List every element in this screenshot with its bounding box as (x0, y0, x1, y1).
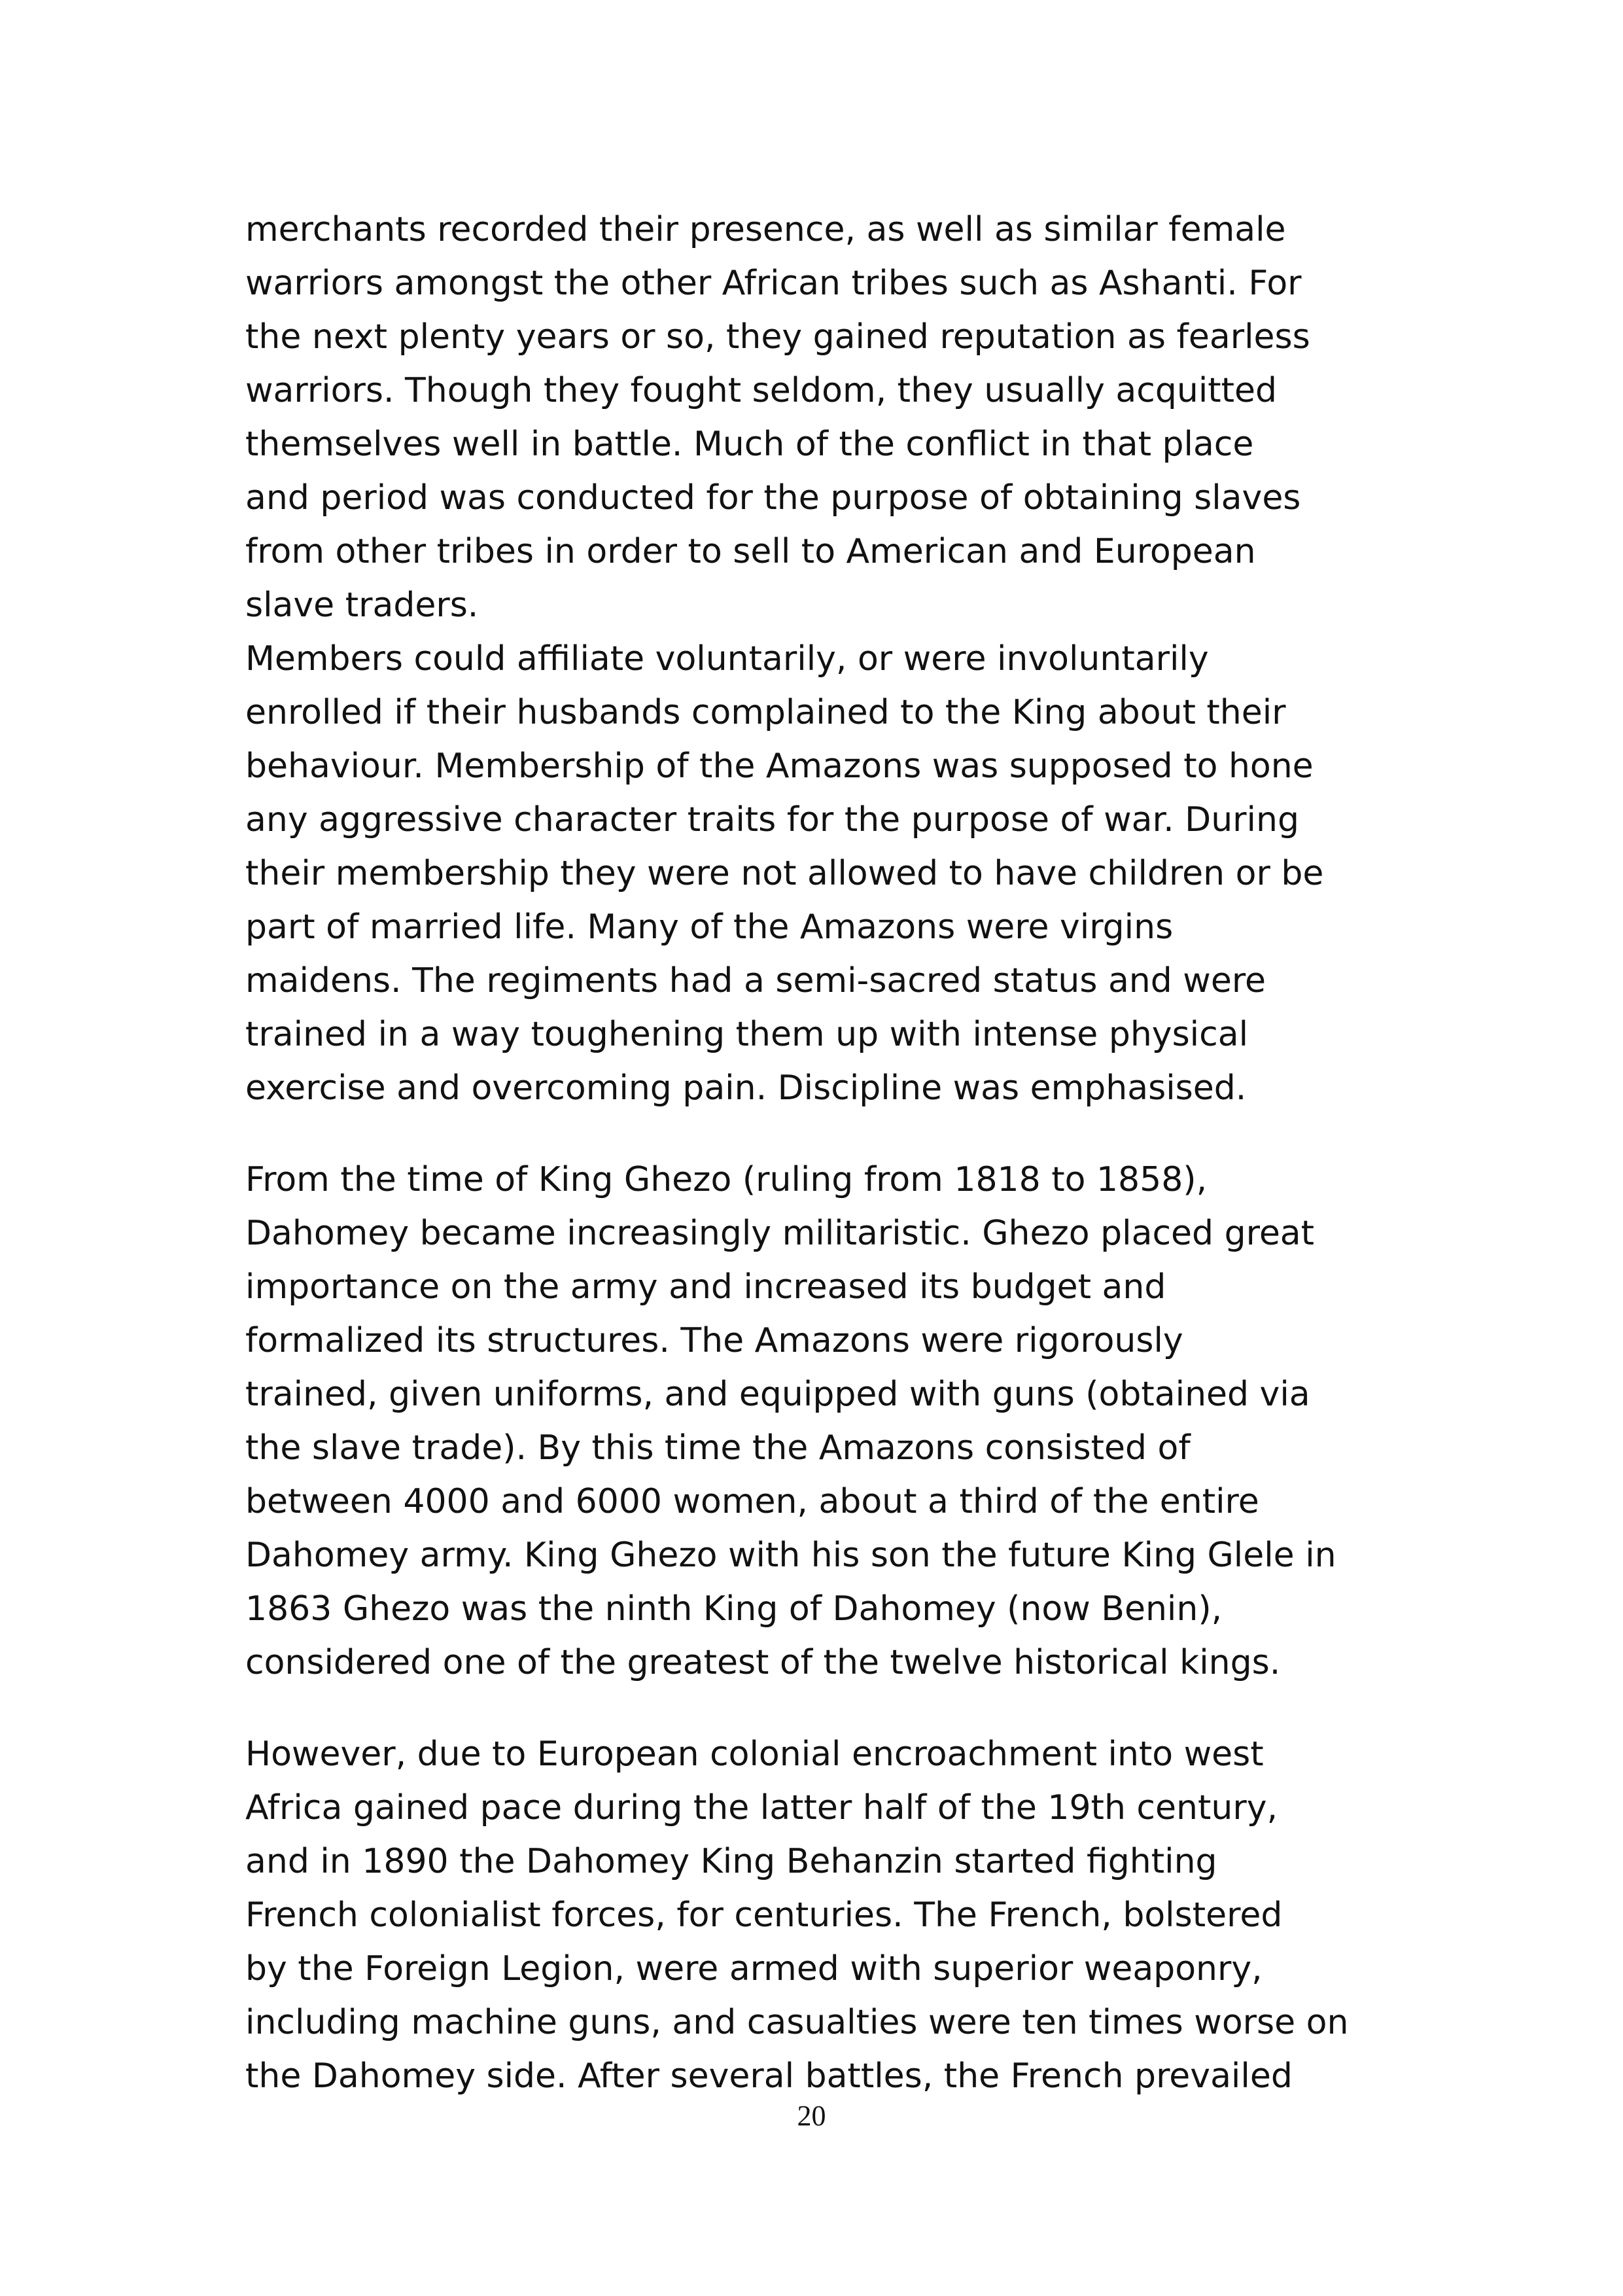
text-line: from other tribes in order to sell to American and European (245, 532, 1256, 571)
text-line: and period was conducted for the purpose of obtaining slaves (245, 478, 1301, 518)
text-line: French colonialist forces, for centuries. The French, bolstered (245, 1896, 1283, 1935)
text-line: by the Foreign Legion, were armed with superior weaponry, (245, 1949, 1263, 1988)
text-line: Dahomey army. King Ghezo with his son the future King Glele in (245, 1536, 1336, 1575)
page-number: 20 (797, 2100, 826, 2132)
text-line: Africa gained pace during the latter half of the 19th century, (245, 1788, 1278, 1828)
text-line: their membership they were not allowed to have children or be (245, 854, 1324, 893)
text-line: and in 1890 the Dahomey King Behanzin started fighting (245, 1842, 1217, 1881)
text-line: enrolled if their husbands complained to the King about their (245, 693, 1286, 732)
text-line: slave traders. (245, 586, 479, 625)
text-line: maidens. The regiments had a semi-sacred status and were (245, 961, 1266, 1000)
text-line: including machine guns, and casualties were ten times worse on (245, 2003, 1349, 2042)
text-line: 1863 Ghezo was the ninth King of Dahomey (now Benin), (245, 1589, 1223, 1629)
text-line: formalized its structures. The Amazons were rigorously (245, 1321, 1183, 1360)
paragraph-1 (245, 203, 1384, 632)
text-line: From the time of King Ghezo (ruling from 1818 to 1858), (245, 1160, 1208, 1199)
text-line: Members could affiliate voluntarily, or were involuntarily (245, 639, 1209, 679)
text-line: the slave trade). By this time the Amazons consisted of (245, 1428, 1191, 1468)
text-line: merchants recorded their presence, as well as similar female (245, 210, 1286, 249)
text-line: any aggressive character traits for the purpose of war. During (245, 800, 1299, 839)
paragraph-2 (245, 632, 1384, 1115)
text-line: warriors amongst the other African tribes such as Ashanti. For (245, 264, 1302, 303)
text-line: trained, given uniforms, and equipped with guns (obtained via (245, 1375, 1310, 1414)
text-line: importance on the army and increased its budget and (245, 1267, 1166, 1307)
text-line: However, due to European colonial encroachment into west (245, 1735, 1264, 1774)
text-line: trained in a way toughening them up with intense physical (245, 1015, 1249, 1054)
text-line: Dahomey became increasingly militaristic. Ghezo placed great (245, 1214, 1315, 1253)
text-line: considered one of the greatest of the twelve historical kings. (245, 1643, 1281, 1682)
text-line: warriors. Though they fought seldom, they usually acquitted (245, 371, 1278, 410)
text-line: the Dahomey side. After several battles, the French prevailed (245, 2057, 1293, 2096)
text-line: exercise and overcoming pain. Discipline was emphasised. (245, 1069, 1247, 1108)
text-line: themselves well in battle. Much of the conflict in that place (245, 425, 1254, 464)
text-line: part of married life. Many of the Amazons were virgins (245, 908, 1174, 947)
text-line: between 4000 and 6000 women, about a third of the entire (245, 1482, 1259, 1521)
paragraph-3 (245, 1153, 1384, 1689)
text-line: behaviour. Membership of the Amazons was supposed to hone (245, 747, 1314, 786)
text-line: the next plenty years or so, they gained reputation as fearless (245, 317, 1310, 357)
paragraph-4 (245, 1727, 1384, 2103)
